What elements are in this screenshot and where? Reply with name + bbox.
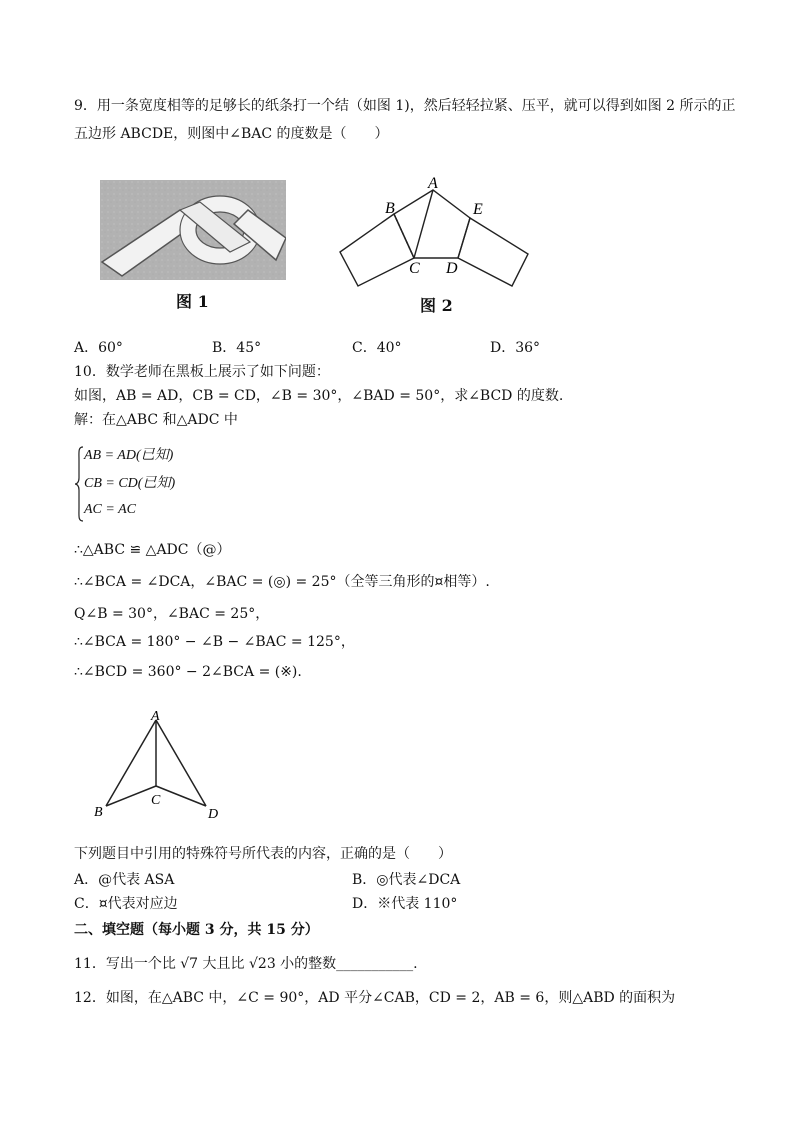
q9-line1: 9．用一条宽度相等的足够长的纸条打一个结（如图 1)，然后轻轻拉紧、压平，就可以得到如图 2 所示的正 [74,98,736,114]
q10-option-a: A．@代表 ASA [74,872,175,888]
q10-intro: 10．数学老师在黑板上展示了如下问题： [74,364,330,380]
q10-step-5: ∴∠BCD = 360° − 2∠BCA = (※). [74,664,302,680]
q10-problem: 如图，AB = AD，CB = CD，∠B = 30°，∠BAD = 50°，求∠BCD 的度数. [74,388,564,404]
fig2-label-D: D [446,260,458,277]
q9-option-d: D．36° [490,340,541,356]
q9-line2: 五边形 ABCDE，则图中∠BAC 的度数是（ ） [74,126,389,142]
section-2-title: 二、填空题（每小题 3 分，共 15 分） [74,922,319,938]
q10-step-2: ∴∠BCA = ∠DCA，∠BAC = (◎) = 25°（全等三角形的¤相等）. [74,574,490,590]
q9-option-a: A．60° [74,340,123,356]
system-brace [74,446,84,522]
fig2-label-E: E [473,201,483,218]
q12-text: 12．如图，在△ABC 中，∠C = 90°，AD 平分∠CAB，CD = 2，AB = 6，则△ABD 的面积为 [74,990,676,1006]
fig2-label-B: B [385,200,395,217]
q10-fig-label-C: C [151,793,161,808]
q10-fig-label-A: A [151,709,160,724]
q10-fig-label-D: D [208,807,219,822]
q10-solution-head: 解：在△ABC 和△ADC 中 [74,412,238,428]
q10-step-4: ∴∠BCA = 180° − ∠B − ∠BAC = 125°， [74,634,355,650]
figure-1-knot-photo [100,180,286,280]
figure-2-caption: 图 2 [420,296,453,315]
q10-option-c: C．¤代表对应边 [74,896,178,912]
q9-option-c: C．40° [352,340,402,356]
q10-question: 下列题目中引用的特殊符号所代表的内容，正确的是（ ） [74,846,452,862]
q10-option-b: B．◎代表∠DCA [352,872,461,888]
q11-text: 11．写出一个比 √7 大且比 √23 小的整数___________. [74,956,418,972]
figure-2-pentagon [330,168,540,294]
q10-step-3: Q∠B = 30°，∠BAC = 25°， [74,606,270,622]
figure-1-caption: 图 1 [176,292,209,311]
q10-fig-label-B: B [94,805,103,820]
q10-system-line2: CB = CD(已知) [84,476,176,491]
q10-system-line3: AC = AC [84,502,136,517]
q10-step-1: ∴△ABC ≌ △ADC（@） [74,542,231,558]
fig2-label-C: C [409,260,420,277]
q10-triangle-figure [88,708,228,824]
q10-option-d: D．※代表 110° [352,896,458,912]
fig2-label-A: A [428,175,438,192]
q9-option-b: B．45° [212,340,262,356]
q10-system-line1: AB = AD(已知) [84,448,174,463]
